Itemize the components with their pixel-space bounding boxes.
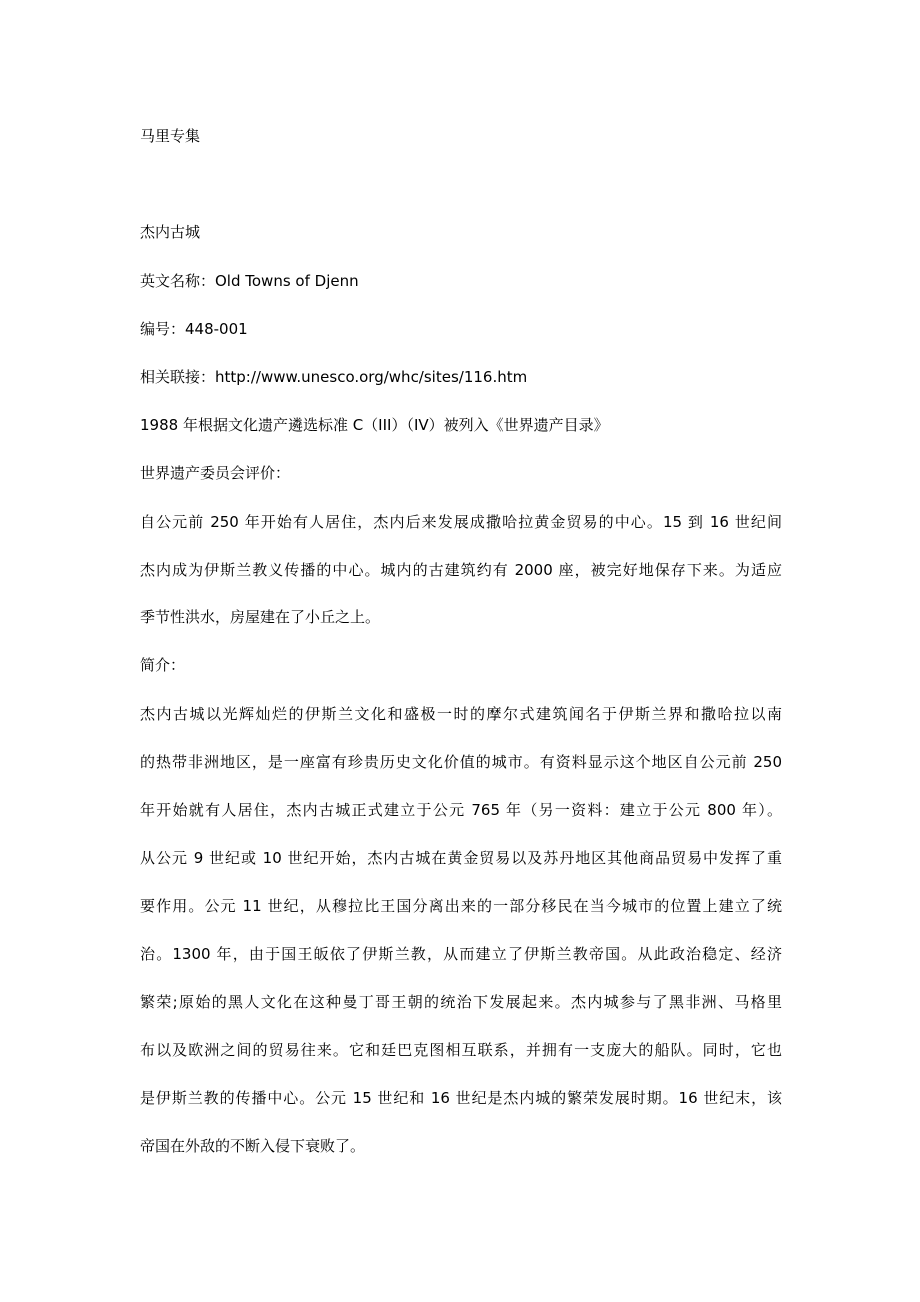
- intro-line: 布以及欧洲之间的贸易往来。它和廷巴克图相互联系，并拥有一支庞大的船队。同时，它也: [140, 1041, 782, 1059]
- committee-heading: 世界遗产委员会评价：: [140, 464, 291, 482]
- committee-line: 季节性洪水，房屋建在了小丘之上。: [140, 608, 381, 626]
- intro-line: 要作用。公元 11 世纪，从穆拉比王国分离出来的一部分移民在当今城市的位置上建立了统: [140, 897, 782, 915]
- intro-line: 杰内古城以光辉灿烂的伊斯兰文化和盛极一时的摩尔式建筑闻名于伊斯兰界和撒哈拉以南: [140, 705, 782, 723]
- site-title: 杰内古城: [140, 223, 201, 241]
- english-name: 英文名称：Old Towns of Djenn: [140, 272, 359, 290]
- intro-line: 从公元 9 世纪或 10 世纪开始，杰内古城在黄金贸易以及苏丹地区其他商品贸易中发挥了重: [140, 849, 782, 867]
- committee-line: 杰内成为伊斯兰教义传播的中心。城内的古建筑约有 2000 座，被完好地保存下来。为适应: [140, 561, 782, 579]
- intro-line: 繁荣;原始的黑人文化在这种曼丁哥王朝的统治下发展起来。杰内城参与了黑非洲、马格里: [140, 993, 782, 1011]
- intro-line: 是伊斯兰教的传播中心。公元 15 世纪和 16 世纪是杰内城的繁荣发展时期。16 世纪末，该: [140, 1089, 782, 1107]
- id-number: 编号：448-001: [140, 320, 248, 338]
- intro-heading: 简介：: [140, 656, 186, 674]
- collection-title: 马里专集: [140, 127, 201, 145]
- listing-statement: 1988 年根据文化遗产遴选标准 C（III）（IV）被列入《世界遗产目录》: [140, 416, 609, 434]
- committee-line: 自公元前 250 年开始有人居住，杰内后来发展成撒哈拉黄金贸易的中心。15 到 16 世纪间: [140, 513, 782, 531]
- intro-line: 治。1300 年，由于国王皈依了伊斯兰教，从而建立了伊斯兰教帝国。从此政治稳定、经济: [140, 945, 782, 963]
- related-link: 相关联接：http://www.unesco.org/whc/sites/116.htm: [140, 368, 528, 386]
- intro-line: 年开始就有人居住，杰内古城正式建立于公元 765 年（另一资料：建立于公元 800 年）。: [140, 801, 782, 819]
- intro-line: 帝国在外敌的不断入侵下衰败了。: [140, 1137, 366, 1155]
- intro-line: 的热带非洲地区，是一座富有珍贵历史文化价值的城市。有资料显示这个地区自公元前 250: [140, 753, 782, 771]
